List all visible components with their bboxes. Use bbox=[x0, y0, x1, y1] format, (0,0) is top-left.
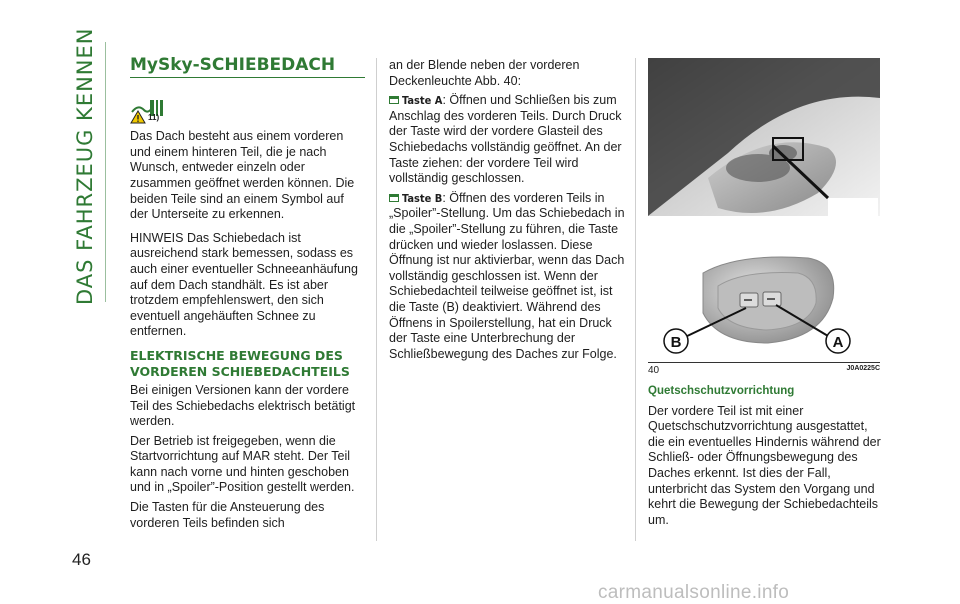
pinch-protection-paragraph: Der vordere Teil ist mit einer Quetschschutzvorrichtung ausgestattet, die ein eventuelles Hindernis während der Schließ- oder Öffnungsbewegung des Daches erkennt. Ist dies der Fall, unterbricht das System den Vorgang und kehrt die Bewegung der Schiebedachteils um. bbox=[648, 403, 881, 527]
figure-label-a: A bbox=[832, 334, 844, 351]
warning-icon bbox=[130, 110, 146, 124]
figure-40 bbox=[648, 58, 880, 376]
paragraph-operation: Der Betrieb ist freigegeben, wenn die Startvorrichtung auf MAR steht. Der Teil kann nach vorne und hinten geschoben und in „Spoiler”-Position gestellt werden. bbox=[130, 433, 355, 495]
column-divider-1 bbox=[376, 58, 377, 541]
subsection-heading: ELEKTRISCHE BEWEGUNG DES VORDEREN SCHIEBEDACHTEILS bbox=[130, 347, 350, 379]
intro-paragraph: Das Dach besteht aus einem vorderen und einem hinteren Teil, die je nach Wunsch, entweder einzeln oder zusammen geöffnet werden können. Die beiden Teile sind an einem Symbol auf der Unterseite zu erkennen. bbox=[130, 129, 355, 222]
side-divider bbox=[105, 42, 106, 302]
paragraph-location: an der Blende neben der vorderen Deckenleuchte Abb. 40: bbox=[389, 58, 580, 88]
figure-number: 40 bbox=[648, 365, 660, 376]
figure-caption bbox=[648, 362, 880, 376]
bullet-icon bbox=[389, 194, 399, 202]
figure-label-b: B bbox=[670, 334, 682, 351]
right-column bbox=[648, 382, 884, 536]
note-reference: 11) bbox=[148, 112, 160, 122]
section-heading: MySky-SCHIEBEDACH bbox=[130, 58, 365, 78]
key-b-paragraph bbox=[389, 191, 625, 363]
section-side-title: DAS FAHRZEUG KENNEN bbox=[73, 27, 97, 305]
key-b-label: Taste B bbox=[402, 191, 443, 205]
bullet-icon bbox=[389, 96, 399, 104]
warning-note-row bbox=[130, 110, 365, 126]
watermark: carmanualsonline.info bbox=[598, 582, 790, 603]
key-a-label: Taste A bbox=[402, 94, 443, 108]
pinch-protection-heading: Quetschschutzvorrichtung bbox=[648, 385, 795, 397]
left-column bbox=[130, 55, 365, 539]
paragraph-versions: Bei einigen Versionen kann der vordere Teil des Schiebedachs elektrisch betätigt werden. bbox=[130, 382, 356, 429]
key-b-text: : Öffnen des vorderen Teils in „Spoiler”-Stellung. Um das Schiebedach in die „Spoiler”-Stellung zu führen, die Taste drücken und wieder loslassen. Diese Öffnung ist nur aktivierbar, wenn das Dach vollständig geschlossen ist. Wenn der Schiebedachteil teilweise geöffnet ist, ist die Taste (B) deaktiviert. Während des Öffnens in Spoilerstellung, hat ein Druck der Taste eine Unterbrechung der Schließbewegung des Daches zur Folge. bbox=[389, 190, 625, 361]
key-a-text: : Öffnen und Schließen bis zum Anschlag des vorderen Teils. Durch Druck der Taste wird der vordere Glasteil des Schiebedachs vollständig geöffnet. An der Taste ziehen: der vordere Teil wird vollständig geschlossen. bbox=[389, 93, 622, 186]
column-divider-2 bbox=[635, 58, 636, 541]
roof-control-photo bbox=[648, 58, 880, 358]
page-number: 46 bbox=[72, 550, 91, 569]
paragraph-buttons: Die Tasten für die Ansteuerung des vorderen Teils befinden sich bbox=[130, 500, 325, 530]
note-paragraph: HINWEIS Das Schiebedach ist ausreichend stark bemessen, sodass es auch einer eventueller Schneeanhäufung auf dem Dach standhält. Es ist aber trotzdem empfehlenswert, den sich eventuell angehäuften Schnee zu entfernen. bbox=[130, 230, 358, 339]
figure-code: J0A0225C bbox=[846, 365, 880, 372]
key-a-paragraph bbox=[389, 93, 625, 187]
middle-column bbox=[389, 58, 625, 370]
